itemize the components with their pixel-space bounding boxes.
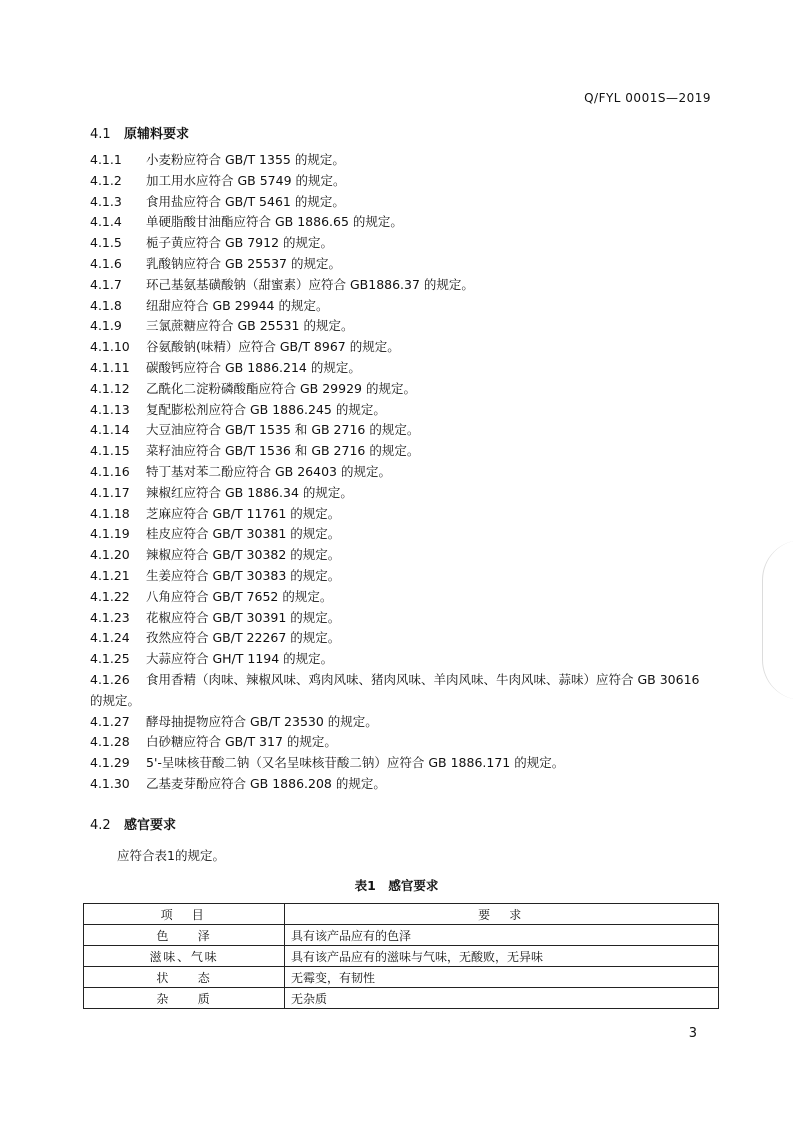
item-text: 纽甜应符合 GB 29944 的规定。 xyxy=(146,297,329,313)
row-item: 滋味、气味 xyxy=(84,946,285,967)
item-text: 食用盐应符合 GB/T 5461 的规定。 xyxy=(146,193,345,209)
item-number: 4.1.8 xyxy=(90,297,122,313)
item-text: 酵母抽提物应符合 GB/T 23530 的规定。 xyxy=(146,713,378,729)
section-title: 感官要求 xyxy=(124,818,177,833)
item-number: 4.1.19 xyxy=(90,526,130,542)
section-4-2-heading xyxy=(90,814,176,833)
list-item xyxy=(90,587,710,608)
item-text: 小麦粉应符合 GB/T 1355 的规定。 xyxy=(146,152,345,167)
table-row xyxy=(84,967,719,988)
item-text: 花椒应符合 GB/T 30391 的规定。 xyxy=(146,609,341,625)
item-text: 八角应符合 GB/T 7652 的规定。 xyxy=(146,588,333,604)
item-text: 单硬脂酸甘油酯应符合 GB 1886.65 的规定。 xyxy=(146,214,403,230)
list-item xyxy=(90,400,710,421)
list-item xyxy=(90,150,710,171)
item-text: 白砂糖应符合 GB/T 317 的规定。 xyxy=(146,734,337,750)
table-header-row xyxy=(84,904,719,925)
item-number: 4.1.29 xyxy=(90,755,130,771)
list-item xyxy=(90,275,710,296)
item-number: 4.1.20 xyxy=(90,547,130,563)
list-item xyxy=(90,233,710,254)
item-number: 4.1.28 xyxy=(90,734,130,750)
row-requirement: 无霉变，有韧性 xyxy=(285,967,719,988)
list-item xyxy=(90,753,710,774)
item-number: 4.1.24 xyxy=(90,630,130,646)
list-item xyxy=(90,483,710,504)
section-number: 4.2 xyxy=(90,818,111,833)
item-text: 乙基麦芽酚应符合 GB 1886.208 的规定。 xyxy=(146,775,386,791)
row-requirement: 具有该产品应有的滋味与气味，无酸败，无异味 xyxy=(285,946,719,967)
item-number: 4.1.5 xyxy=(90,235,122,251)
item-number: 4.1.1 xyxy=(90,152,122,167)
section-4-1-heading xyxy=(90,123,189,142)
table-caption: 表1 感官要求 xyxy=(354,878,439,893)
list-item xyxy=(90,212,710,233)
item-text: 大豆油应符合 GB/T 1535 和 GB 2716 的规定。 xyxy=(146,422,420,438)
item-text: 复配膨松剂应符合 GB 1886.245 的规定。 xyxy=(146,401,386,417)
table-row xyxy=(84,946,719,967)
document-code: Q/FYL 0001S—2019 xyxy=(584,91,711,105)
list-item xyxy=(90,462,710,483)
table-row xyxy=(84,925,719,946)
item-number: 4.1.12 xyxy=(90,380,130,396)
item-number: 4.1.30 xyxy=(90,775,130,791)
partial-seal-stamp xyxy=(762,540,793,700)
list-item xyxy=(90,420,710,441)
header-item: 项 目 xyxy=(84,904,285,925)
item-text: 乙酰化二淀粉磷酸酯应符合 GB 29929 的规定。 xyxy=(146,380,416,396)
item-text: 孜然应符合 GB/T 22267 的规定。 xyxy=(146,630,341,646)
item-text: 加工用水应符合 GB 5749 的规定。 xyxy=(146,172,346,188)
item-text: 5'-呈味核苷酸二钠（又名呈味核苷酸二钠）应符合 GB 1886.171 的规定。 xyxy=(146,755,565,771)
item-text: 桂皮应符合 GB/T 30381 的规定。 xyxy=(146,526,341,542)
item-text: 辣椒应符合 GB/T 30382 的规定。 xyxy=(146,547,341,563)
item-number: 4.1.15 xyxy=(90,443,130,459)
item-text: 特丁基对苯二酚应符合 GB 26403 的规定。 xyxy=(146,463,391,479)
item-number: 4.1.6 xyxy=(90,255,122,271)
item-text: 菜籽油应符合 GB/T 1536 和 GB 2716 的规定。 xyxy=(146,443,420,459)
item-number: 4.1.27 xyxy=(90,713,130,729)
item-number: 4.1.22 xyxy=(90,588,130,604)
list-item xyxy=(90,316,710,337)
list-item xyxy=(90,441,710,462)
item-text: 生姜应符合 GB/T 30383 的规定。 xyxy=(146,567,341,583)
item-number: 4.1.16 xyxy=(90,463,130,479)
item-number: 4.1.21 xyxy=(90,567,130,583)
item-number: 4.1.4 xyxy=(90,214,122,230)
row-item: 状 态 xyxy=(84,967,285,988)
item-text: 环己基氨基磺酸钠（甜蜜素）应符合 GB1886.37 的规定。 xyxy=(146,276,474,292)
item-number: 4.1.7 xyxy=(90,276,122,292)
item-text: 食用香精（肉味、辣椒风味、鸡肉风味、猪肉风味、羊肉风味、牛肉风味、蒜味）应符合 GB 30616 的规定。 xyxy=(90,671,700,708)
list-item xyxy=(90,337,710,358)
list-item xyxy=(90,608,710,629)
list-item xyxy=(90,545,710,566)
list-item xyxy=(90,524,710,545)
list-item xyxy=(90,732,710,753)
page-number: 3 xyxy=(688,1026,697,1041)
item-text: 辣椒红应符合 GB 1886.34 的规定。 xyxy=(146,484,353,500)
item-text: 三氯蔗糖应符合 GB 25531 的规定。 xyxy=(146,318,354,334)
section-title: 原辅料要求 xyxy=(124,127,190,142)
item-number: 4.1.17 xyxy=(90,484,130,500)
item-number: 4.1.10 xyxy=(90,339,130,355)
list-item xyxy=(90,566,710,587)
item-number: 4.1.2 xyxy=(90,172,122,188)
list-item xyxy=(90,504,710,525)
item-number: 4.1.14 xyxy=(90,422,130,438)
item-number: 4.1.11 xyxy=(90,359,130,375)
item-number: 4.1.18 xyxy=(90,505,130,521)
list-item xyxy=(90,171,710,192)
header-requirement: 要 求 xyxy=(285,904,719,925)
item-text: 芝麻应符合 GB/T 11761 的规定。 xyxy=(146,505,341,521)
item-number: 4.1.23 xyxy=(90,609,130,625)
list-item xyxy=(90,254,710,275)
list-item xyxy=(90,296,710,317)
list-item xyxy=(90,358,710,379)
list-item xyxy=(90,628,710,649)
item-text: 大蒜应符合 GH/T 1194 的规定。 xyxy=(146,651,334,667)
row-requirement: 具有该产品应有的色泽 xyxy=(285,925,719,946)
item-number: 4.1.9 xyxy=(90,318,122,334)
table-row xyxy=(84,988,719,1009)
row-item: 色 泽 xyxy=(84,925,285,946)
row-item: 杂 质 xyxy=(84,988,285,1009)
row-requirement: 无杂质 xyxy=(285,988,719,1009)
table-reference-sentence: 应符合表1的规定。 xyxy=(117,848,225,863)
item-number: 4.1.26 xyxy=(90,671,130,687)
item-text: 乳酸钠应符合 GB 25537 的规定。 xyxy=(146,255,341,271)
list-item xyxy=(90,649,710,670)
list-item xyxy=(90,192,710,213)
item-text: 谷氨酸钠(味精）应符合 GB/T 8967 的规定。 xyxy=(146,339,400,355)
list-item xyxy=(90,379,710,400)
list-item xyxy=(90,774,710,795)
item-number: 4.1.13 xyxy=(90,401,130,417)
item-number: 4.1.3 xyxy=(90,193,122,209)
raw-material-list xyxy=(90,150,710,795)
item-number: 4.1.25 xyxy=(90,651,130,667)
item-text: 栀子黄应符合 GB 7912 的规定。 xyxy=(146,235,333,251)
list-item xyxy=(90,712,710,733)
section-number: 4.1 xyxy=(90,127,111,142)
list-item xyxy=(90,670,710,712)
sensory-requirements-table xyxy=(83,903,719,1009)
item-text: 碳酸钙应符合 GB 1886.214 的规定。 xyxy=(146,359,361,375)
